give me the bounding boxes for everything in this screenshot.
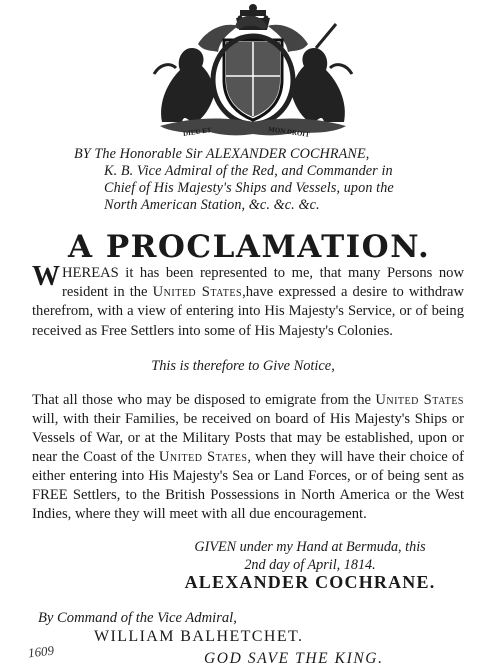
secretary-name: WILLIAM BALHETCHET. — [94, 628, 304, 645]
heading-line-1: BY The Honorable Sir ALEXANDER COCHRANE, — [74, 146, 370, 162]
proclamation-title: A PROCLAMATION. — [68, 229, 431, 265]
motto-left: DIEU ET — [182, 126, 213, 138]
signer-name: ALEXANDER COCHRANE. — [184, 572, 436, 592]
paragraph2-text-a: That all those who may be disposed to emigrate from the — [32, 391, 376, 408]
united-states-text: United States — [158, 448, 248, 465]
royal-crest-icon — [140, 4, 366, 144]
motto-right: MON DROIT — [267, 125, 311, 139]
paragraph2-text-c: , when they will have their choice of either entering into His Majesty's Sea or Land Forces, or of being sent as FREE Settlers, to the British Possessions in North America or the West Indies, where they will meet with all due encouragement. — [32, 448, 465, 523]
paragraph2-text-b: will, with their Families, be received on board of His Majesty's Ships or Vessels of War, or at the Military Posts that may be established, upon or near the Coast of the — [32, 410, 464, 465]
united-states-text: United States — [375, 391, 464, 408]
given-date — [150, 538, 470, 575]
given-line-2: 2nd day of April, 1814. — [244, 557, 376, 574]
drop-cap: W — [32, 261, 60, 292]
handwritten-number: 1609 — [27, 642, 55, 661]
heading-line-2: K. B. Vice Admiral of the Red, and Commander in — [104, 163, 393, 179]
paragraph-terms — [32, 376, 464, 539]
paragraph-whereas — [32, 261, 464, 341]
royal-coat-of-arms — [140, 4, 366, 144]
given-line-1: GIVEN under my Hand at Bermuda, this — [194, 539, 426, 555]
notice-line: This is therefore to Give Notice, — [151, 358, 335, 374]
closing-line: GOD SAVE THE KING. — [204, 650, 384, 667]
heading-line-4: North American Station, &c. &c. &c. — [104, 197, 320, 213]
by-command-line: By Command of the Vice Admiral, — [38, 610, 237, 626]
issuer-heading — [74, 146, 474, 214]
united-states-text: United States — [152, 284, 243, 301]
heading-line-3: Chief of His Majesty's Ships and Vessels, upon the — [104, 180, 394, 196]
paragraph1-text-b: ,have expressed a desire to withdraw therefrom, with a view of entering into His Majesty's Service, or of being received as Free Settlers into some of His Majesty's Colonies. — [32, 284, 464, 339]
paragraph1-text-a: HEREAS it has been represented to me, that many Persons now resident in the — [62, 265, 464, 301]
